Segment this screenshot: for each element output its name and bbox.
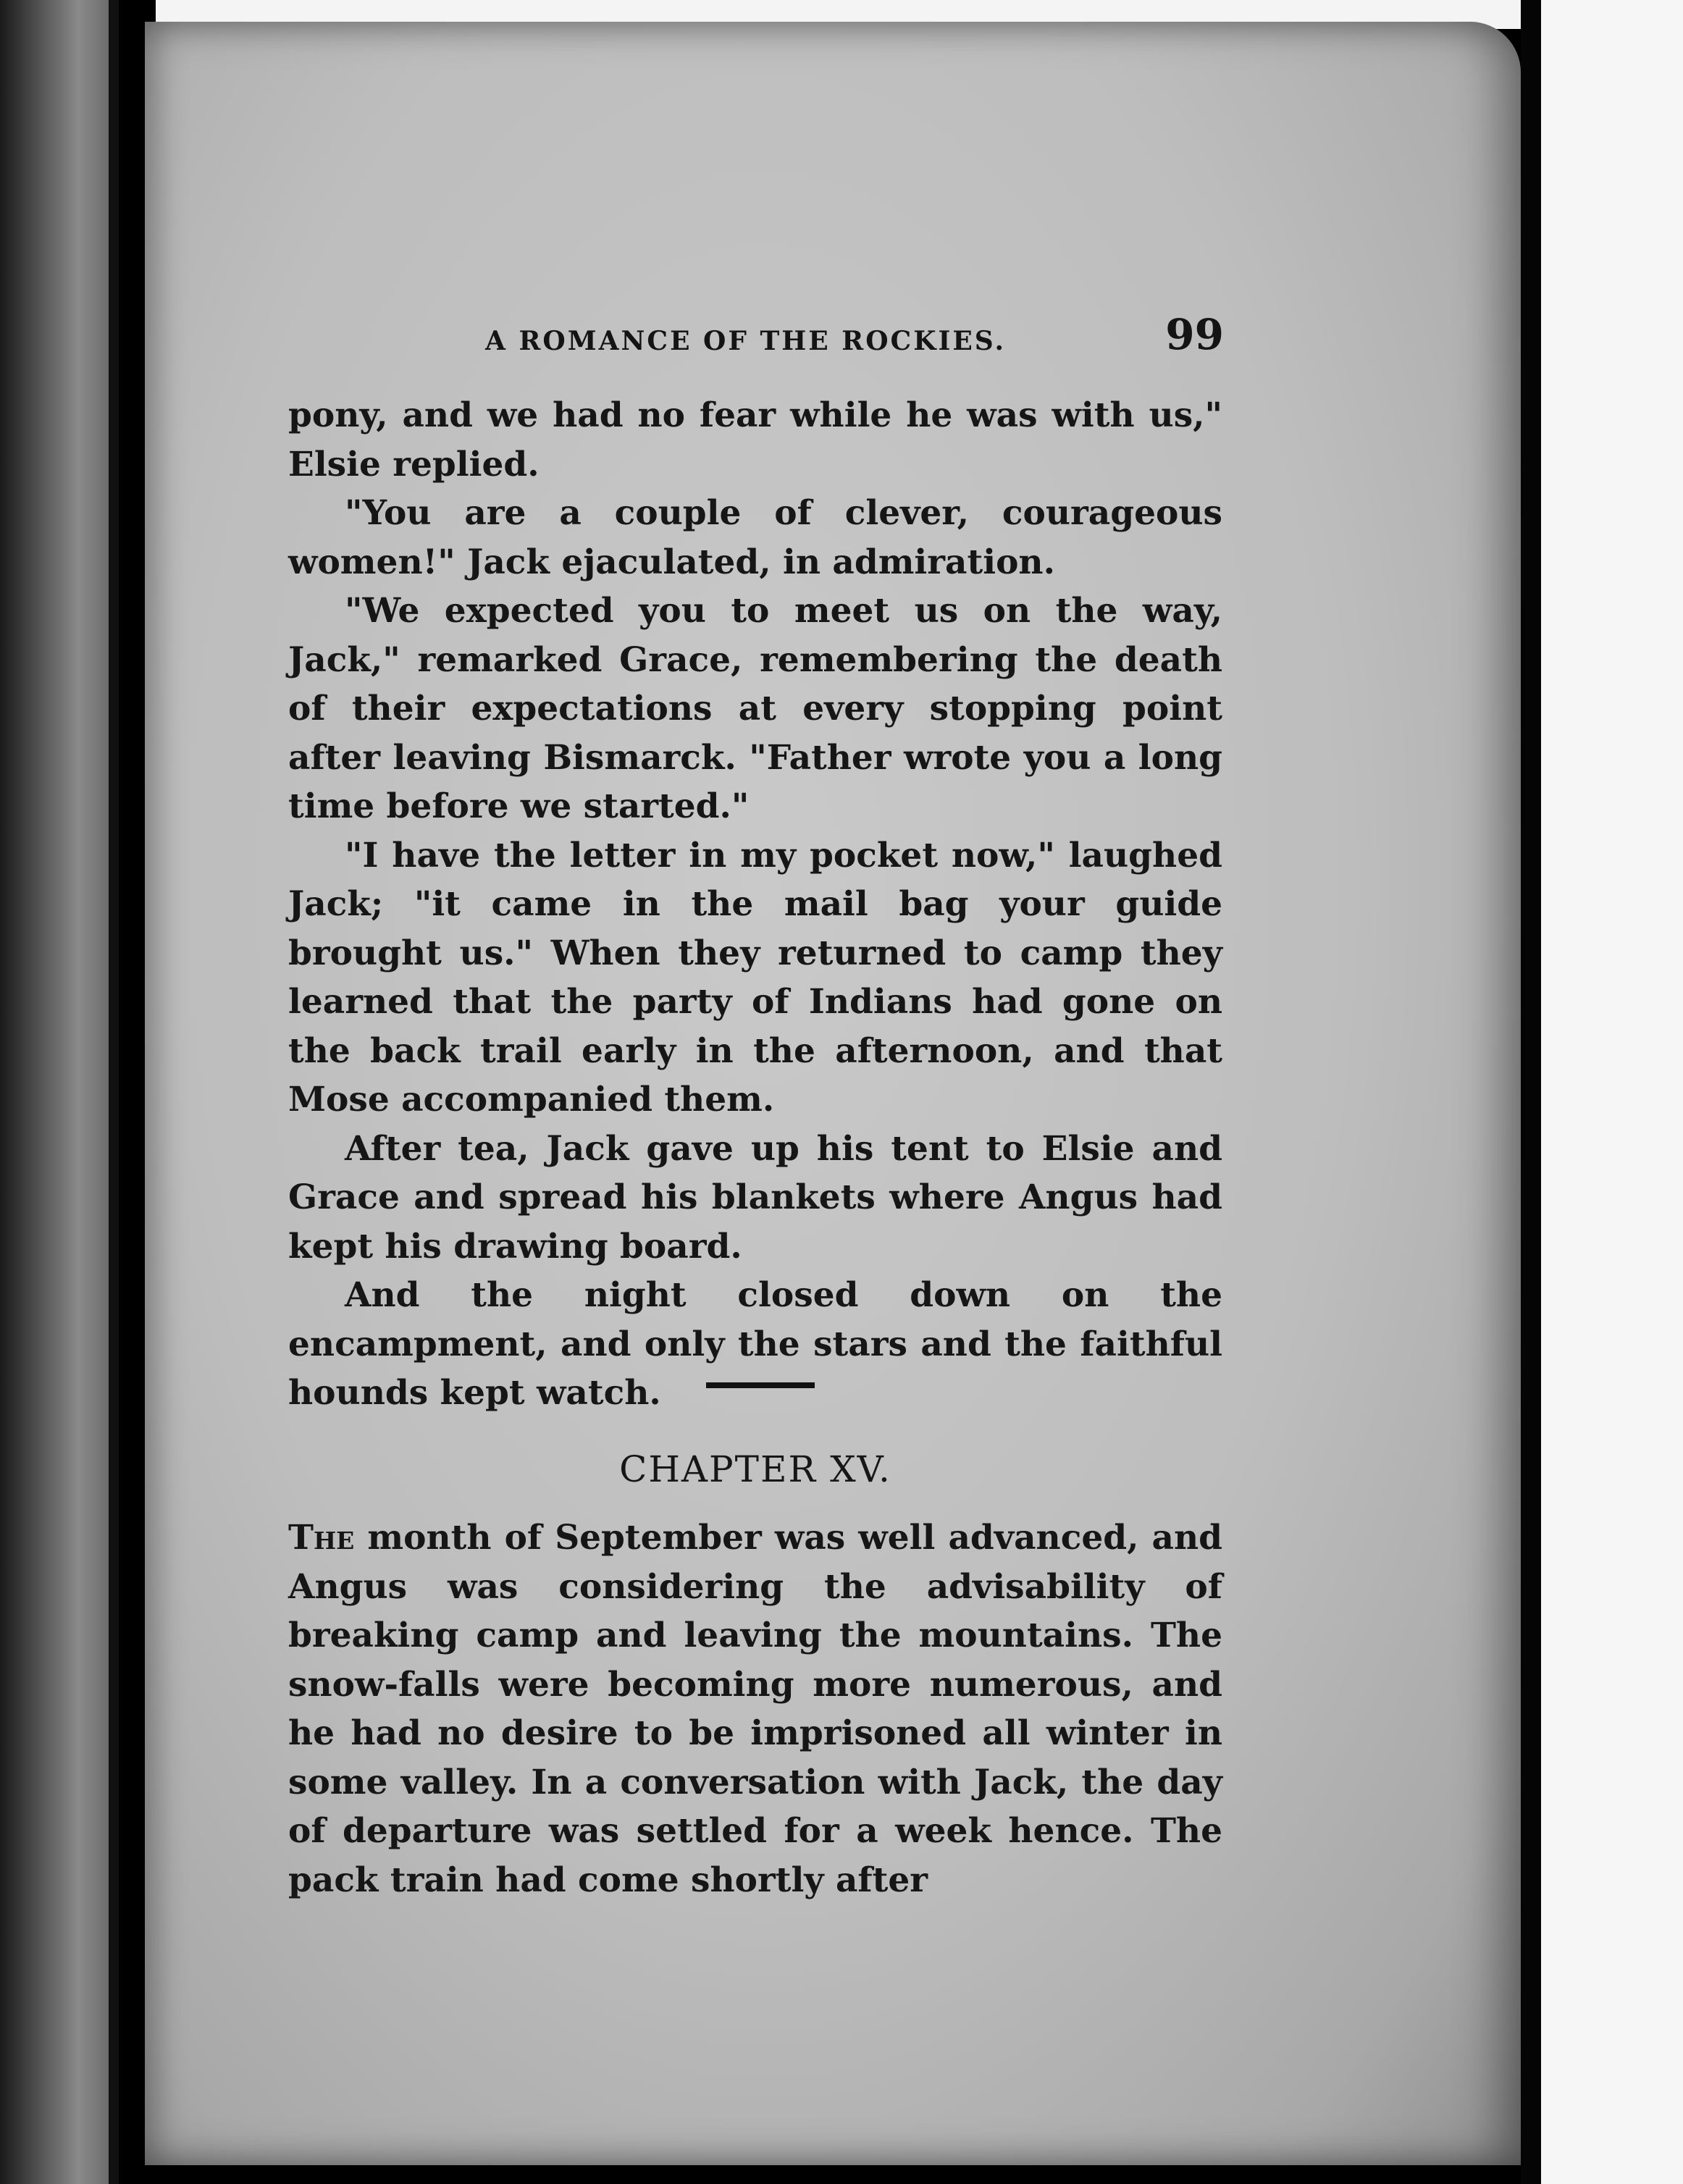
paragraph: [288, 1513, 1222, 1904]
book-gutter: [109, 0, 119, 2184]
paragraph: And the night closed down on the encampment, and only the stars and the faithful hounds kept watch.: [288, 1275, 1222, 1413]
page-header: [485, 310, 1224, 368]
paragraph: pony, and we had no fear while he was with us," Elsie replied.: [288, 395, 1222, 484]
chapter-text: [288, 1513, 1222, 1904]
running-title: A ROMANCE OF THE ROCKIES.: [485, 326, 1007, 356]
paragraph: "I have the letter in my pocket now," laughed Jack; "it came in the mail bag your guide brought us." When they returned to camp they learned that the party of Indians had gone on the back trail early in the afternoon, and that Mose accompanied them.: [288, 835, 1222, 1120]
scan-border-right: [1521, 0, 1543, 2184]
body-text: [288, 391, 1222, 1418]
paragraph: "You are a couple of clever, courageous women!" Jack ejaculated, in admiration.: [288, 493, 1222, 582]
scan-background-right: [1541, 0, 1683, 2184]
page-number: 99: [1165, 310, 1224, 359]
opening-word: The: [288, 1518, 355, 1558]
section-divider: [706, 1382, 815, 1388]
paragraph: After tea, Jack gave up his tent to Elsie and Grace and spread his blankets where Angus had kept his drawing board.: [288, 1128, 1222, 1267]
chapter-heading: CHAPTER XV.: [619, 1448, 891, 1490]
paragraph: "We expected you to meet us on the way, Jack," remarked Grace, remembering the death of their expectations at every stopping point after leaving Bismarck. "Father wrote you a long time before we started.": [288, 591, 1222, 826]
opening-text: month of September was well advanced, and Angus was considering the advisability of breaking camp and leaving the mountains. The snow-falls were becoming more numerous, and he had no desire to be imprisoned all winter in some valley. In a conversation with Jack, the day of departure was settled for a week hence. The pack train had come shortly after: [288, 1518, 1222, 1900]
adjacent-page-edge: [0, 0, 112, 2184]
